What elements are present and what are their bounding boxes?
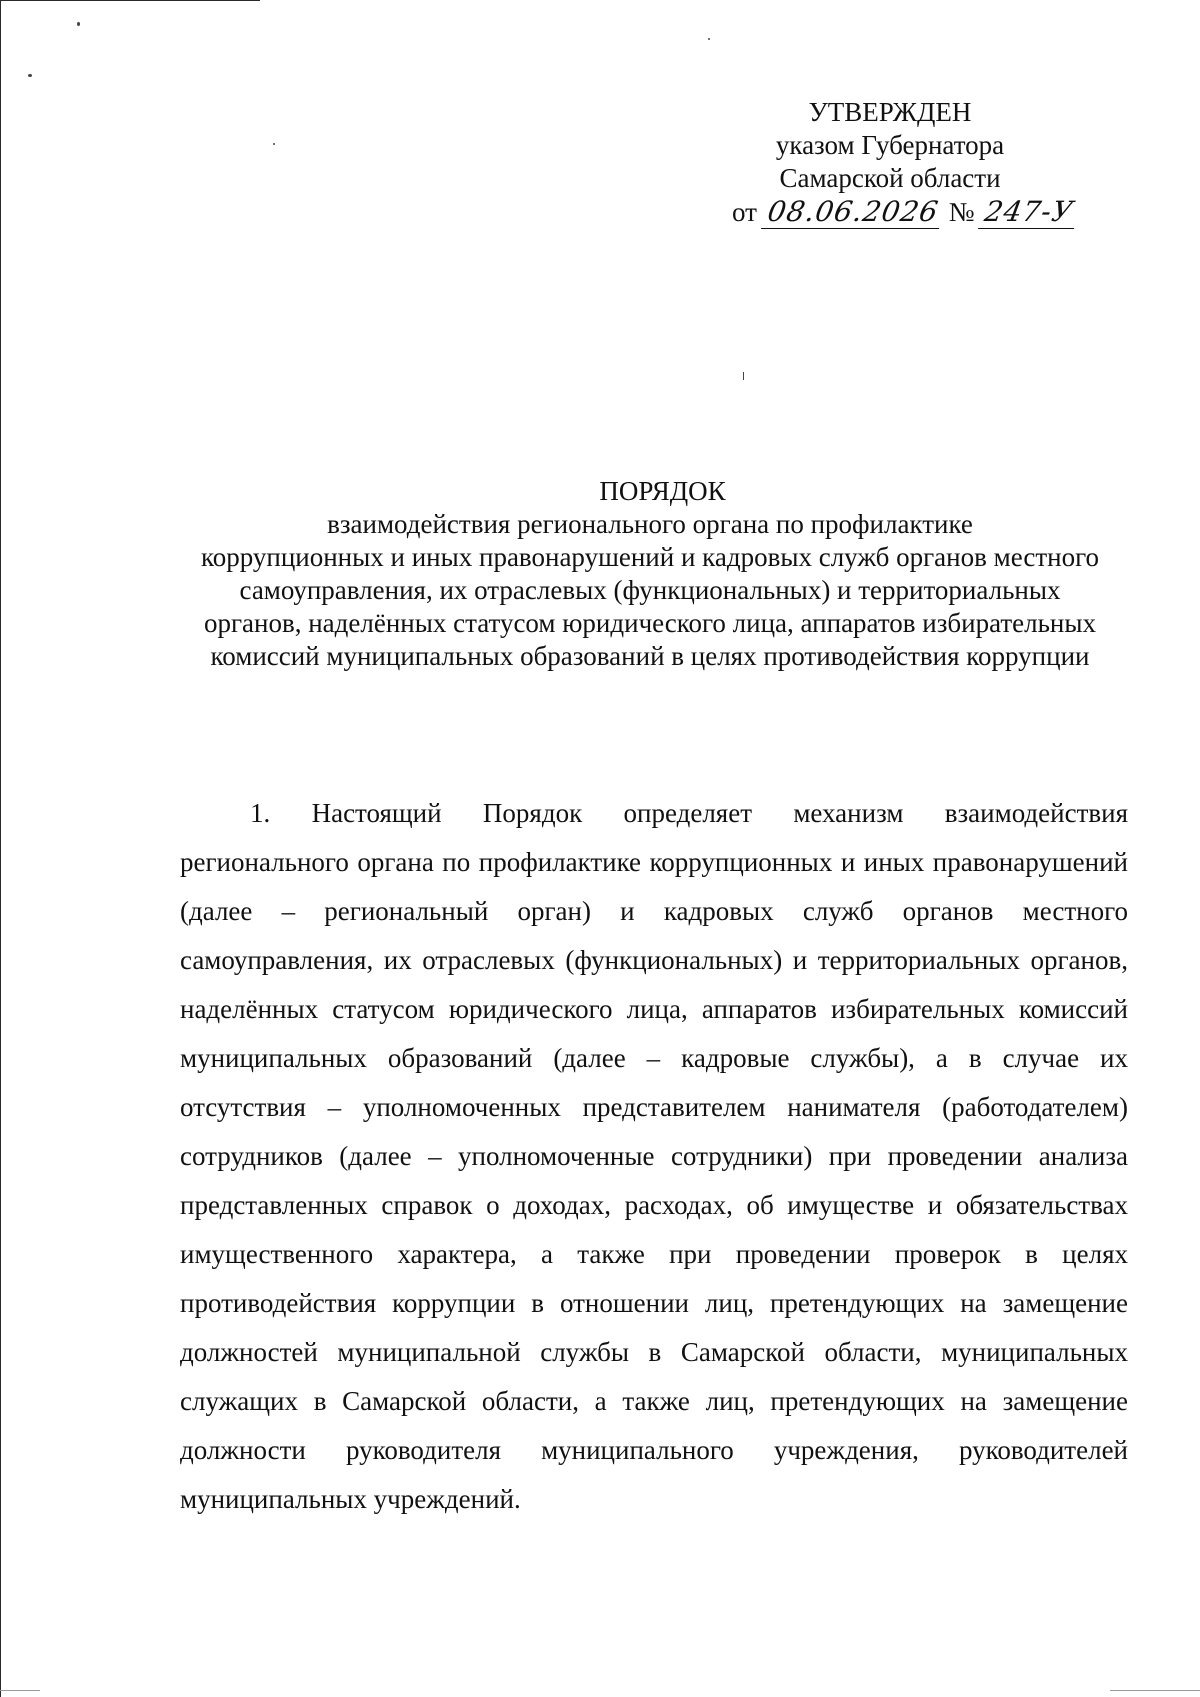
subtitle-line: комиссий муниципальных образований в целях противодействия коррупции xyxy=(210,641,1090,671)
date-prefix: от xyxy=(732,197,757,227)
scan-speck xyxy=(708,38,710,40)
subtitle-line: самоуправления, их отраслевых (функциональных) и территориальных xyxy=(239,575,1061,605)
scan-speck xyxy=(743,372,744,380)
approval-date-line xyxy=(732,195,1112,231)
scan-edge-bottom xyxy=(0,1690,40,1691)
subtitle-line: взаимодействия регионального органа по профилактике xyxy=(327,509,973,539)
handwritten-number: 247-У xyxy=(978,195,1080,229)
scan-speck xyxy=(77,22,80,26)
handwritten-date: 08.06.2026 xyxy=(761,195,945,229)
scan-speck xyxy=(273,143,275,145)
document-title-block xyxy=(170,475,1130,673)
subtitle-line: органов, наделённых статусом юридического лица, аппаратов избирательных xyxy=(203,608,1097,638)
paragraph-1: 1. Настоящий Порядок определяет механизм взаимодействия регионального органа по профилактике коррупционных и иных правонарушений (далее – региональный орган) и кадровых служб органов местного самоуправления, их отраслевых (функциональных) и территориальных органов, наделённых статусом юридического лица, аппаратов избирательных комиссий муниципальных образований (далее – кадровые службы), а в случае их отсутствия – уполномоченных представителем нанимателя (работодателем) сотрудников (далее – уполномоченные сотрудники) при проведении анализа представленных справок о доходах, расходах, об имуществе и обязательствах имущественного характера, а также при проведении проверок в целях противодействия коррупции в отношении лиц, претендующих на замещение должностей муниципальной службы в Самарской области, муниципальных служащих в Самарской области, а также лиц, претендующих на замещение должности руководителя муниципального учреждения, руководителей муниципальных учреждений. xyxy=(180,798,1128,1514)
approval-status: УТВЕРЖДЕН xyxy=(808,97,972,127)
number-prefix: № xyxy=(948,197,975,227)
approval-by: указом Губернатора xyxy=(775,130,1005,160)
subtitle-line: коррупционных и иных правонарушений и кадровых служб органов местного xyxy=(200,542,1099,572)
document-title: ПОРЯДОК xyxy=(599,476,726,506)
approval-region: Самарской области xyxy=(779,163,1001,193)
approval-stamp-block xyxy=(732,96,1120,231)
scan-edge-bottom xyxy=(1110,1690,1200,1691)
scan-edge-top xyxy=(0,0,260,1)
scan-edge-left xyxy=(0,0,1,1697)
scan-speck xyxy=(28,74,32,77)
